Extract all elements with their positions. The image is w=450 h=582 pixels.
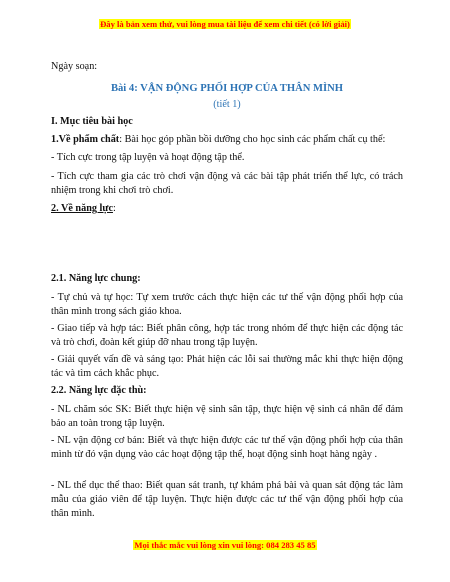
general-competency-heading: 2.1. Năng lực chung:	[51, 273, 141, 284]
contact-footer	[0, 535, 450, 553]
contact-footer-text: Mọi thắc mắc vui lòng xin vui lòng: 084 283 45 85	[134, 540, 316, 550]
paragraph-active-training: - Tích cực trong tập luyện và hoạt động tập thể.	[51, 152, 245, 163]
paragraph-competencies	[51, 202, 403, 216]
qualities-heading: 1.Về phẩm chất	[51, 134, 120, 145]
qualities-intro: : Bài học góp phần bồi dưỡng cho học sinh các phẩm chất cụ thể:	[119, 134, 386, 145]
competencies-heading: 2. Về năng lực	[51, 203, 113, 214]
preview-banner	[0, 14, 450, 32]
paragraph-self-study: - Tự chủ và tự học: Tự xem trước cách thực hiện các tư thế vận động phối hợp của thân mình trong sách giáo khoa.	[51, 292, 403, 317]
date-label: Ngày soạn:	[51, 61, 98, 72]
paragraph-qualities	[51, 133, 403, 147]
lesson-subtitle: (tiết 1)	[213, 99, 241, 110]
paragraph-health-care: - NL chăm sóc SK: Biết thực hiện vệ sinh sân tập, thực hiện vệ sinh cá nhân để đảm bảo an toàn trong tập luyện.	[51, 404, 403, 429]
preview-banner-text: Đây là bản xem thử, vui lòng mua tài liệu để xem chi tiết (có lời giải)	[100, 19, 350, 29]
paragraph-sports: - NL thể dục thể thao: Biết quan sát tranh, tự khám phá bài và quan sát động tác làm mẫu của giáo viên để tập luyện. Thực hiện được các tư thế vận động phối hợp của thân mình.	[51, 480, 403, 519]
specific-competency-heading: 2.2. Năng lực đặc thù:	[51, 385, 147, 396]
section-objectives-heading: I. Mục tiêu bài học	[51, 116, 133, 127]
paragraph-problem-solving: - Giải quyết vấn đề và sáng tạo: Phát hiện các lỗi sai thường mắc khi thực hiện động tác và tìm cách khắc phục.	[51, 354, 403, 379]
paragraph-cooperation: - Giao tiếp và hợp tác: Biết phân công, hợp tác trong nhóm để thực hiện các động tác và trò chơi, đoàn kết giúp đỡ nhau trong tập luyện.	[51, 323, 403, 348]
competencies-colon: :	[112, 203, 116, 214]
paragraph-basic-movement: - NL vận động cơ bản: Biết và thực hiện được các tư thế vận động phối hợp của thân mình từ đó vận dụng vào các hoạt động tập thể, hoạt động sinh hoạt hàng ngày .	[51, 435, 403, 460]
paragraph-active-games: - Tích cực tham gia các trò chơi vận động và các bài tập phát triển thể lực, có trách nhiệm trong khi chơi trò chơi.	[51, 171, 403, 196]
lesson-title: Bài 4: VẬN ĐỘNG PHỐI HỢP CỦA THÂN MÌNH	[110, 83, 344, 94]
